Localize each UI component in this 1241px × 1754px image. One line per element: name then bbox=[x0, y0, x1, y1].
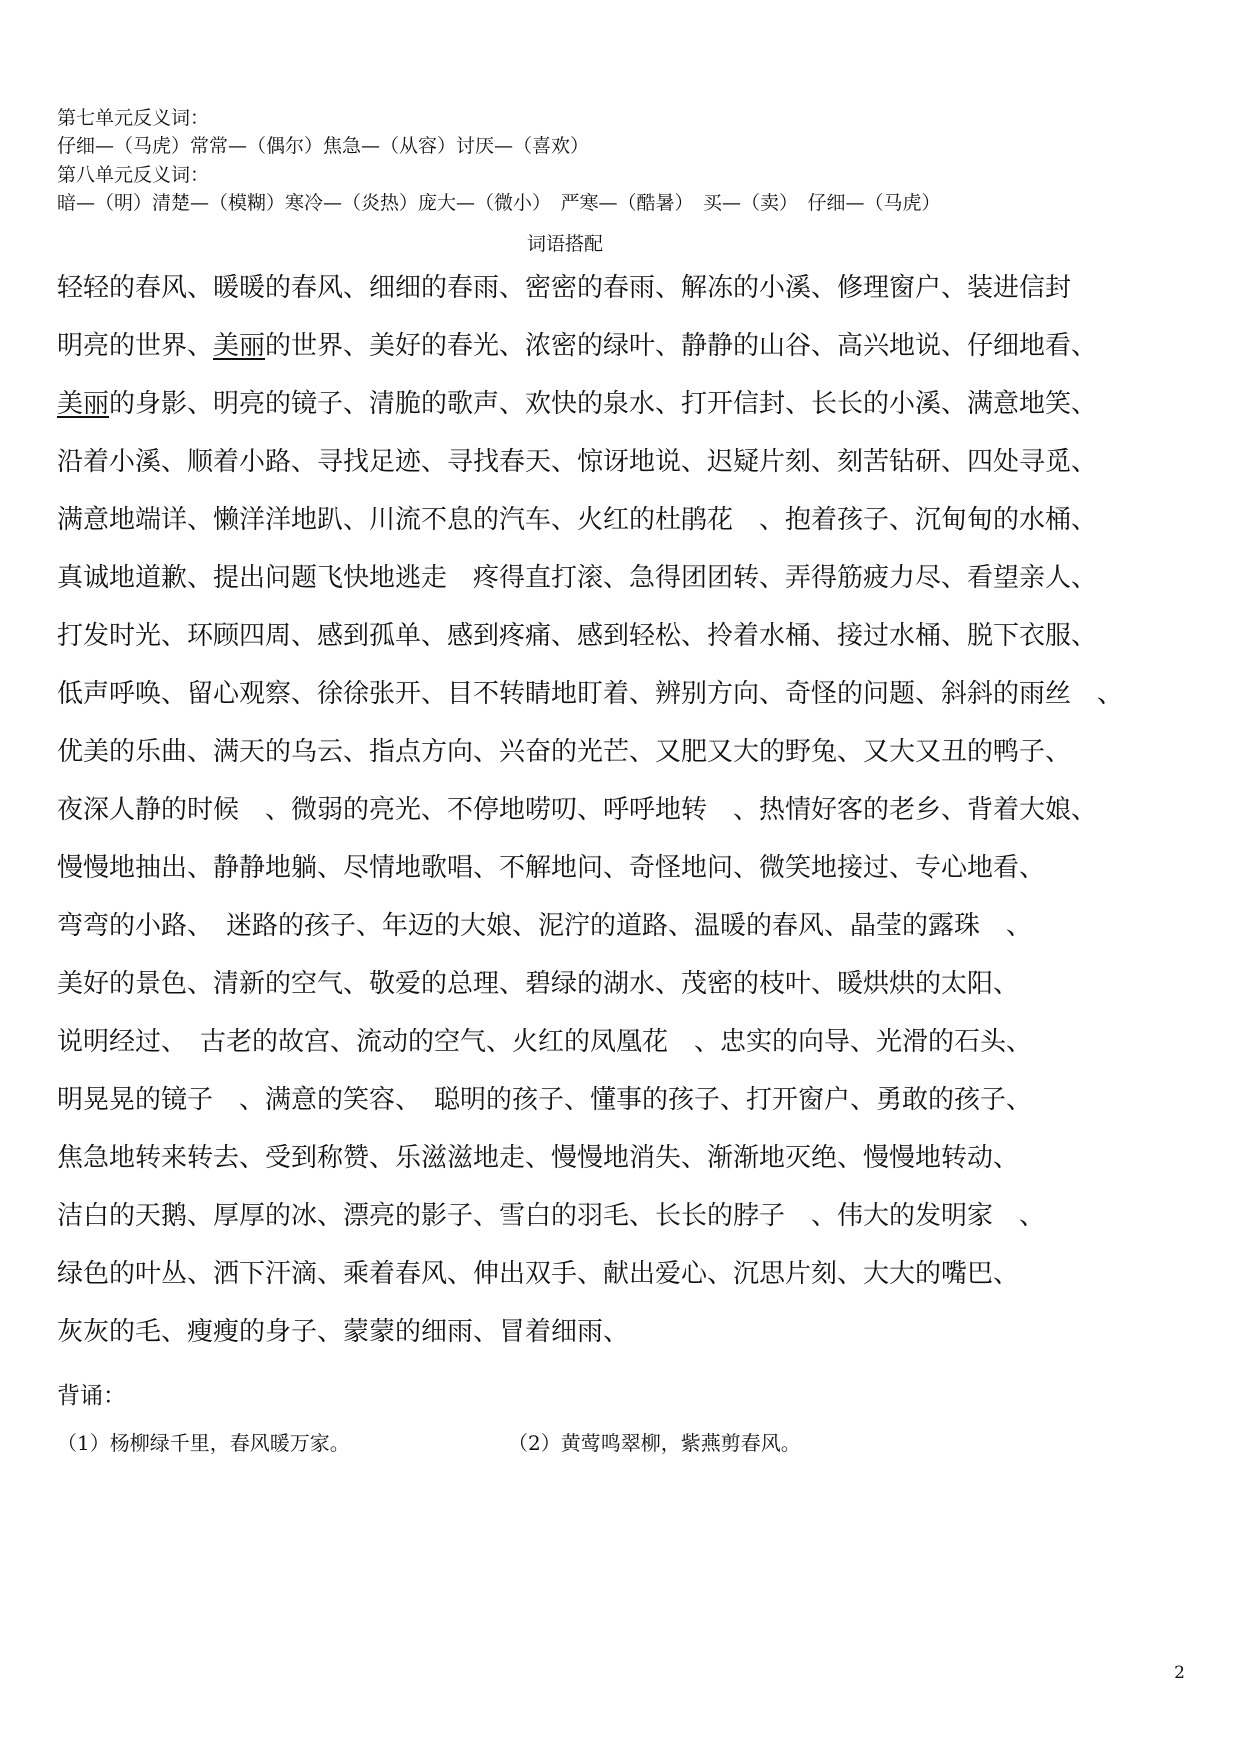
collocation-line: 绿色的叶丛、洒下汗滴、乘着春风、伸出双手、献出爱心、沉思片刻、大大的嘴巴、 bbox=[57, 1259, 1020, 1289]
page-number: 2 bbox=[1174, 1663, 1185, 1683]
collocation-line: 美好的景色、清新的空气、敬爱的总理、碧绿的湖水、茂密的枝叶、暖烘烘的太阳、 bbox=[57, 969, 1020, 999]
collocation-line: 弯弯的小路、 迷路的孩子、年迈的大娘、泥泞的道路、温暖的春风、晶莹的露珠 、 bbox=[57, 911, 1033, 941]
collocation-line: 慢慢地抽出、静静地躺、尽情地歌唱、不解地问、奇怪地问、微笑地接过、专心地看、 bbox=[57, 853, 1046, 883]
collocation-line: 低声呼唤、留心观察、徐徐张开、目不转睛地盯着、辨别方向、奇怪的问题、斜斜的雨丝 、 bbox=[57, 679, 1124, 709]
collocation-line: 轻轻的春风、暖暖的春风、细细的春雨、密密的春雨、解冻的小溪、修理窗户、装进信封 bbox=[57, 273, 1072, 303]
unit7-antonyms-title: 第七单元反义词： bbox=[57, 107, 210, 129]
recite-title: 背诵： bbox=[57, 1383, 126, 1409]
collocation-line: 打发时光、环顾四周、感到孤单、感到疼痛、感到轻松、拎着水桶、接过水桶、脱下衣服、 bbox=[57, 621, 1098, 651]
collocation-line: 说明经过、 古老的故宫、流动的空气、火红的凤凰花 、忠实的向导、光滑的石头、 bbox=[57, 1027, 1033, 1057]
collocation-line: 明晃晃的镜子 、满意的笑容、 聪明的孩子、懂事的孩子、打开窗户、勇敢的孩子、 bbox=[57, 1085, 1033, 1115]
unit8-antonyms-list: 暗—（明）清楚—（模糊）寒冷—（炎热）庞大—（微小） 严寒—（酷暑） 买—（卖） 仔细—（马虎） bbox=[57, 192, 941, 214]
collocation-line: 洁白的天鹅、厚厚的冰、漂亮的影子、雪白的羽毛、长长的脖子 、伟大的发明家 、 bbox=[57, 1201, 1046, 1231]
underlined-word: 美丽 bbox=[213, 331, 266, 361]
collocation-line bbox=[57, 387, 1097, 421]
collocation-text: 的世界、美好的春光、浓密的绿叶、静静的山谷、高兴地说、仔细地看、 bbox=[265, 331, 1098, 361]
collocation-line: 夜深人静的时候 、微弱的亮光、不停地唠叨、呼呼地转 、热情好客的老乡、背着大娘、 bbox=[57, 795, 1098, 825]
poem-1: （1）杨柳绿千里，春风暖万家。 bbox=[57, 1431, 350, 1455]
collocation-text: 的身影、明亮的镜子、清脆的歌声、欢快的泉水、打开信封、长长的小溪、满意地笑、 bbox=[109, 389, 1098, 419]
collocation-line: 满意地端详、懒洋洋地趴、川流不息的汽车、火红的杜鹃花 、抱着孩子、沉甸甸的水桶、 bbox=[57, 505, 1098, 535]
underlined-word: 美丽 bbox=[57, 389, 110, 419]
collocation-line: 真诚地道歉、提出问题飞快地逃走 疼得直打滚、急得团团转、弄得筋疲力尽、看望亲人、 bbox=[57, 563, 1098, 593]
collocation-line bbox=[57, 329, 1097, 363]
collocation-line: 灰灰的毛、瘦瘦的身子、蒙蒙的细雨、冒着细雨、 bbox=[57, 1317, 630, 1347]
unit8-antonyms-title: 第八单元反义词： bbox=[57, 164, 210, 186]
collocation-line: 优美的乐曲、满天的乌云、指点方向、兴奋的光芒、又肥又大的野兔、又大又丑的鸭子、 bbox=[57, 737, 1072, 767]
collocation-heading: 词语搭配 bbox=[526, 233, 603, 255]
unit7-antonyms-list: 仔细—（马虎）常常—（偶尔）焦急—（从容）讨厌—（喜欢） bbox=[57, 135, 590, 157]
collocation-line: 焦急地转来转去、受到称赞、乐滋滋地走、慢慢地消失、渐渐地灭绝、慢慢地转动、 bbox=[57, 1143, 1020, 1173]
collocation-line: 沿着小溪、顺着小路、寻找足迹、寻找春天、惊讶地说、迟疑片刻、刻苦钻研、四处寻觅、 bbox=[57, 447, 1098, 477]
collocation-text: 明亮的世界、 bbox=[57, 331, 214, 361]
poem-2: （2）黄莺鸣翠柳，紫燕剪春风。 bbox=[508, 1431, 801, 1455]
